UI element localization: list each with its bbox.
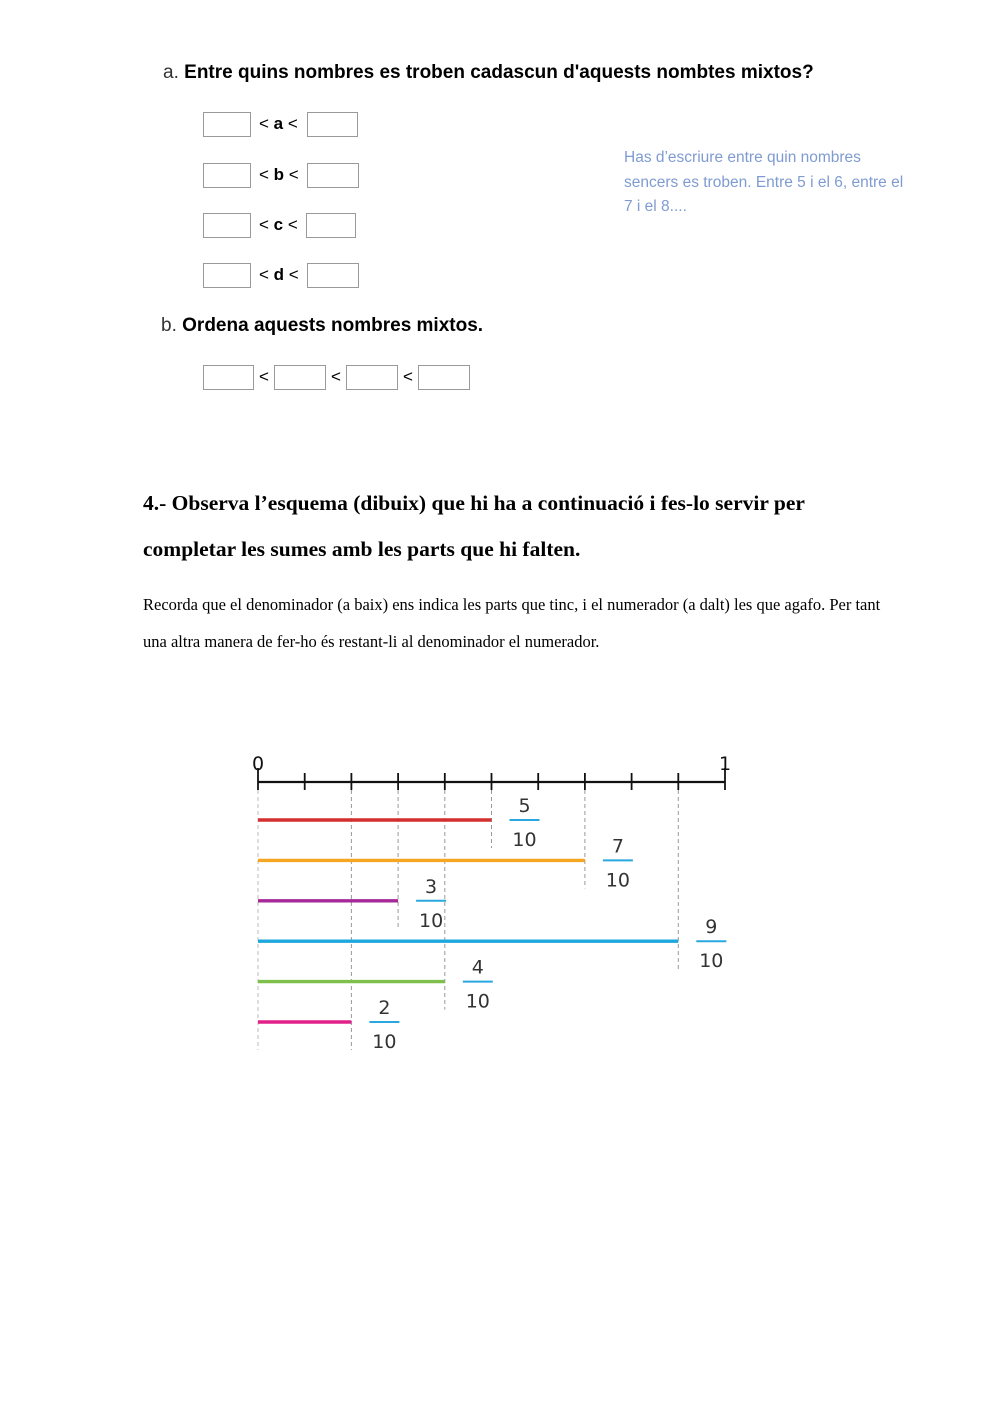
fraction-denominator: 10 [699, 950, 724, 973]
lt-sign: < [259, 265, 269, 284]
fraction-denominator: 10 [605, 869, 630, 892]
lt-sign-1: < [259, 367, 269, 386]
fraction-denominator: 10 [372, 1031, 397, 1053]
fraction-denominator: 10 [419, 909, 444, 932]
fraction-numerator: 9 [705, 916, 718, 939]
fraction-denominator: 10 [465, 990, 490, 1013]
lt-sign: < [287, 114, 298, 133]
fraction-bars [258, 795, 726, 1053]
lt-sign: < [287, 215, 298, 234]
lt-sign: < [259, 215, 269, 234]
part-a-letter: a. [163, 62, 179, 83]
lt-sign-2: < [331, 367, 341, 386]
variable-a: a [273, 114, 284, 133]
fraction-numerator: 4 [471, 956, 484, 979]
lt-sign: < [259, 165, 269, 184]
part-a-question: Entre quins nombres es troben cadascun d'aquests nombtes mixtos? [184, 62, 814, 83]
part-b-question: Ordena aquests nombres mixtos. [182, 315, 484, 336]
axis [252, 753, 731, 790]
fraction-numerator: 2 [378, 997, 391, 1019]
lt-sign: < [259, 114, 269, 133]
fraction-numerator: 3 [425, 875, 438, 898]
fraction-numerator: 7 [611, 835, 624, 858]
lt-sign: < [288, 165, 299, 184]
part-b-letter: b. [161, 315, 177, 336]
question-4-heading: 4.- Observa l’esquema (dibuix) que hi ha a continuació i fes-lo servir per completar les sumes amb les parts que hi falten. [143, 491, 805, 561]
variable-c: c [273, 215, 284, 234]
fraction-denominator: 10 [512, 829, 537, 851]
fraction-numerator: 5 [518, 795, 531, 817]
lt-sign: < [288, 265, 299, 284]
axis-label-start: 0 [251, 753, 265, 775]
variable-b: b [273, 165, 285, 184]
question-4-instruction: Recorda que el denominador (a baix) ens indica les parts que tinc, i el numerador (a dalt) les que agafo. Per tant una altra manera de fer-ho és restant-li al denominador el numerador. [143, 595, 881, 651]
variable-d: d [273, 265, 285, 284]
hint-note: Has d’escriure entre quin nombres sencers es troben. Entre 5 i el 6, entre el 7 i el 8.... [624, 149, 904, 215]
axis-label-end: 1 [718, 753, 732, 775]
lt-sign-3: < [403, 367, 413, 386]
